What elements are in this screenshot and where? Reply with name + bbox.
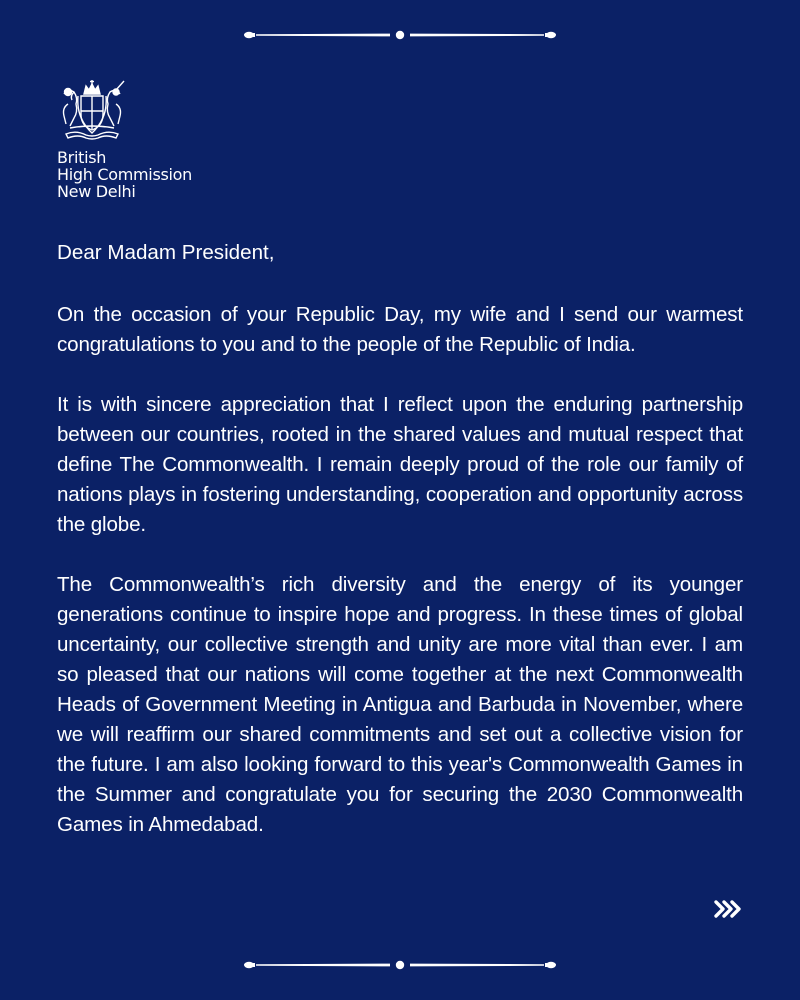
ornamental-divider-bottom-icon	[240, 960, 560, 970]
organization-line-2: High Commission	[57, 165, 192, 184]
organization-line-3: New Delhi	[57, 182, 136, 201]
triple-chevron-right-icon[interactable]	[713, 898, 743, 920]
letter-salutation: Dear Madam President,	[57, 241, 275, 264]
letter-paragraph-2: It is with sincere appreciation that I reflect upon the enduring partnership between our countries, rooted in the shared values and mutual respect that define The Commonwealth. I remain deeply proud of the role our family of nations plays in fostering understanding, cooperation and opportunity across the globe.	[57, 393, 743, 536]
organization-line-1: British	[57, 148, 107, 167]
organization-name	[57, 149, 192, 200]
ornamental-divider-top-icon	[240, 30, 560, 40]
letter-body	[57, 238, 743, 870]
letter-paragraph-3: The Commonwealth’s rich diversity and the energy of its younger generations continue to inspire hope and progress. In these times of global uncertainty, our collective strength and unity are more vital than ever. I am so pleased that our nations will come together at the next Commonwealth Heads of Government Meeting in Antigua and Barbuda in November, where we will reaffirm our shared commitments and set out a collective vision for the future. I am also looking forward to this year's Commonwealth Games in the Summer and congratulate you for securing the 2030 Commonwealth Games in Ahmedabad.	[57, 573, 743, 836]
letter-paragraph-1: On the occasion of your Republic Day, my wife and I send our warmest congratulations to you and to the people of the Republic of India.	[57, 303, 743, 356]
royal-coat-of-arms-icon	[56, 78, 128, 142]
